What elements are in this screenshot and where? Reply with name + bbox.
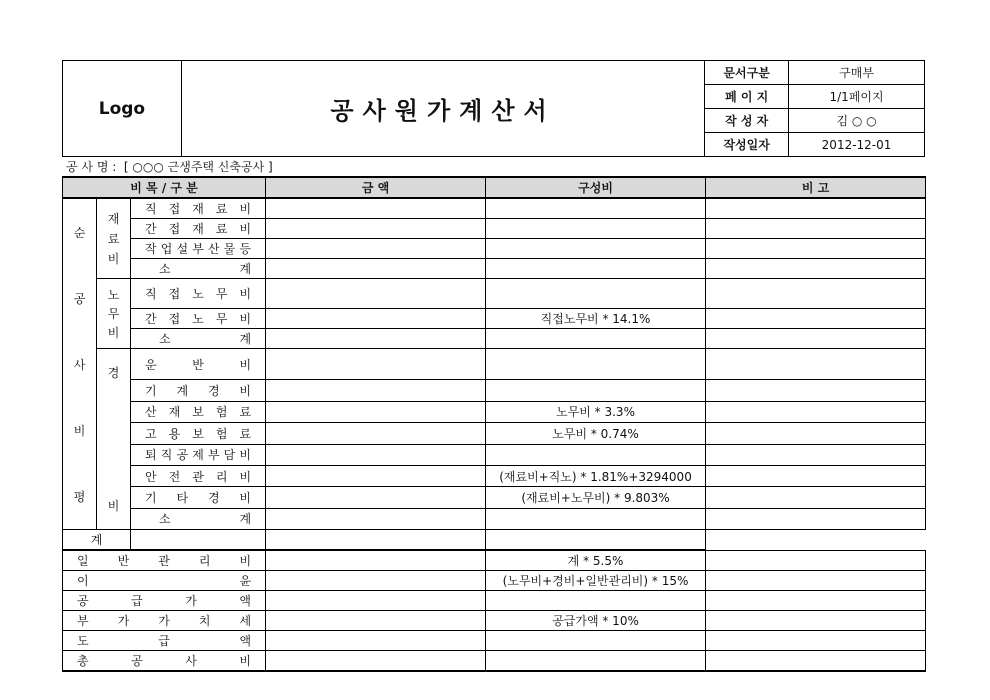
group-labor-char-2: 무 bbox=[107, 306, 120, 321]
item-char: 리 bbox=[215, 469, 228, 484]
table-row bbox=[63, 423, 926, 444]
meta-label-doctype: 문서구분 bbox=[705, 61, 789, 85]
item-label bbox=[145, 285, 251, 302]
item-char: 직 bbox=[145, 287, 157, 301]
note-cell[interactable] bbox=[706, 444, 926, 465]
amount-cell[interactable] bbox=[266, 279, 486, 309]
item-char: 노 bbox=[192, 312, 204, 326]
item-indirect-labor bbox=[131, 309, 266, 329]
item-char: 가 bbox=[158, 614, 170, 628]
item-char: 비 bbox=[239, 222, 252, 236]
item-char: 보 bbox=[192, 405, 204, 420]
item-char: 기 bbox=[145, 490, 157, 505]
item-expense-subtotal bbox=[131, 508, 266, 529]
ratio-cell bbox=[486, 239, 706, 259]
item-char: 노 bbox=[192, 287, 204, 301]
item-char: 사 bbox=[185, 654, 197, 668]
col-header-category: 비 목 / 구 분 bbox=[63, 177, 266, 198]
table-row bbox=[63, 487, 926, 508]
meta-value-date: 2012-12-01 bbox=[789, 133, 925, 157]
item-char: 안 bbox=[145, 469, 157, 484]
group-expense-char-1: 경 bbox=[107, 366, 120, 380]
note-cell[interactable] bbox=[706, 571, 926, 591]
note-cell[interactable] bbox=[706, 651, 926, 672]
amount-cell[interactable] bbox=[266, 349, 486, 380]
table-row bbox=[63, 571, 926, 591]
item-char: 산 bbox=[207, 242, 220, 256]
item-severance-contribution bbox=[131, 444, 266, 465]
item-transport bbox=[131, 349, 266, 380]
logo bbox=[63, 61, 182, 157]
amount-cell[interactable] bbox=[266, 571, 486, 591]
item-label bbox=[145, 382, 251, 399]
ratio-cell bbox=[486, 279, 706, 309]
item-char: 급 bbox=[131, 594, 143, 608]
ratio-cell bbox=[486, 591, 706, 611]
item-char: 비 bbox=[239, 384, 251, 399]
table-row bbox=[63, 444, 926, 465]
item-char: 관 bbox=[192, 469, 204, 484]
note-cell[interactable] bbox=[706, 309, 926, 329]
table-row bbox=[63, 550, 926, 571]
group-expense-char-2: 비 bbox=[107, 499, 120, 513]
subtotal-char-b: 계 bbox=[239, 262, 252, 276]
table-row bbox=[63, 259, 926, 279]
amount-cell[interactable] bbox=[266, 423, 486, 444]
item-label bbox=[77, 652, 251, 669]
meta-label-author: 작 성 자 bbox=[705, 109, 789, 133]
note-cell[interactable] bbox=[706, 508, 926, 529]
item-industrial-insurance bbox=[131, 401, 266, 422]
item-char: 치 bbox=[198, 614, 211, 628]
amount-cell[interactable] bbox=[266, 401, 486, 422]
item-char: 부 bbox=[207, 448, 220, 463]
project-label: 공 사 명 bbox=[66, 160, 109, 174]
table-row bbox=[63, 380, 926, 401]
table-row bbox=[63, 631, 926, 651]
subtotal-char-b: 계 bbox=[239, 512, 252, 527]
item-char: 험 bbox=[215, 426, 228, 441]
item-char: 고 bbox=[145, 426, 157, 441]
item-label bbox=[145, 200, 251, 217]
table-row bbox=[63, 530, 926, 551]
item-char: 부 bbox=[77, 614, 89, 628]
item-char: 급 bbox=[158, 634, 170, 648]
item-char: 부 bbox=[192, 242, 204, 256]
note-cell[interactable] bbox=[706, 380, 926, 401]
item-label bbox=[145, 446, 251, 463]
group-material bbox=[97, 198, 131, 279]
item-label bbox=[145, 220, 251, 237]
ratio-cell bbox=[486, 444, 706, 465]
item-char: 비 bbox=[239, 448, 251, 463]
ratio-general-admin: 계 * 5.5% bbox=[486, 550, 706, 571]
col-header-ratio: 구성비 bbox=[486, 177, 706, 198]
ratio-cell bbox=[486, 329, 706, 349]
table-row bbox=[63, 651, 926, 672]
item-char: 전 bbox=[168, 469, 181, 484]
note-cell[interactable] bbox=[706, 219, 926, 239]
note-cell[interactable] bbox=[486, 530, 706, 551]
project-value: [ ○○○ 근생주택 신축공사 ] bbox=[123, 160, 273, 174]
ratio-cell bbox=[486, 380, 706, 401]
item-char: 용 bbox=[168, 426, 181, 441]
cost-table bbox=[62, 176, 926, 672]
item-char: 운 bbox=[145, 357, 157, 372]
table-row bbox=[63, 239, 926, 259]
subtotal-char-b: 계 bbox=[239, 332, 252, 346]
amount-cell[interactable] bbox=[266, 198, 486, 219]
item-label bbox=[145, 468, 251, 485]
group-net-char-4: 비 bbox=[73, 423, 86, 438]
ratio-vat: 공급가액 * 10% bbox=[486, 611, 706, 631]
item-char: 재 bbox=[192, 202, 204, 216]
item-char: 경 bbox=[207, 490, 220, 505]
item-char: 가 bbox=[185, 594, 197, 608]
group-net-char-5: 평 bbox=[73, 489, 86, 504]
group-net-char-3: 사 bbox=[73, 357, 86, 372]
item-other-expense bbox=[131, 487, 266, 508]
note-cell[interactable] bbox=[706, 423, 926, 444]
item-char: 접 bbox=[168, 287, 181, 301]
ratio-cell bbox=[486, 349, 706, 380]
meta-label-date: 작성일자 bbox=[705, 133, 789, 157]
note-cell[interactable] bbox=[706, 239, 926, 259]
ratio-cell bbox=[266, 530, 486, 551]
group-net-char-2: 공 bbox=[73, 291, 86, 306]
item-total-cost bbox=[63, 651, 266, 672]
item-char: 비 bbox=[239, 554, 252, 568]
group-labor bbox=[97, 279, 131, 349]
ratio-cell bbox=[486, 508, 706, 529]
item-char: 공 bbox=[176, 448, 189, 463]
group-expense bbox=[97, 349, 131, 530]
item-char: 총 bbox=[77, 654, 89, 668]
item-char: 재 bbox=[192, 222, 204, 236]
item-char: 물 bbox=[223, 242, 236, 256]
item-char: 액 bbox=[239, 634, 252, 648]
title-text: 공사원가계산서 bbox=[330, 97, 556, 125]
ratio-cell bbox=[486, 259, 706, 279]
amount-cell[interactable] bbox=[266, 465, 486, 486]
item-char: 계 bbox=[176, 384, 189, 399]
table-row bbox=[63, 508, 926, 529]
amount-cell[interactable] bbox=[266, 591, 486, 611]
note-cell[interactable] bbox=[706, 465, 926, 486]
item-scrap-deduction bbox=[131, 239, 266, 259]
amount-cell[interactable] bbox=[266, 444, 486, 465]
table-row bbox=[63, 309, 926, 329]
table-row bbox=[63, 349, 926, 380]
item-char: 액 bbox=[239, 594, 252, 608]
ratio-cell bbox=[486, 631, 706, 651]
item-char: 기 bbox=[145, 384, 157, 399]
group-labor-char-3: 비 bbox=[107, 325, 120, 340]
item-labor-subtotal bbox=[131, 329, 266, 349]
item-char: 관 bbox=[158, 554, 170, 568]
note-cell[interactable] bbox=[706, 487, 926, 508]
table-row bbox=[63, 465, 926, 486]
table-header-row bbox=[63, 177, 926, 198]
ratio-cell bbox=[486, 651, 706, 672]
item-char: 비 bbox=[239, 202, 252, 216]
ratio-industrial-insurance: 노무비 * 3.3% bbox=[486, 401, 706, 422]
item-label bbox=[145, 425, 251, 442]
amount-cell[interactable] bbox=[266, 631, 486, 651]
item-char: 리 bbox=[198, 554, 211, 568]
item-char: 반 bbox=[117, 554, 130, 568]
item-char: 간 bbox=[145, 312, 157, 326]
amount-cell[interactable] bbox=[266, 611, 486, 631]
note-cell[interactable] bbox=[706, 279, 926, 309]
item-machine bbox=[131, 380, 266, 401]
amount-cell[interactable] bbox=[266, 651, 486, 672]
item-label bbox=[77, 632, 251, 649]
item-direct-material bbox=[131, 198, 266, 219]
table-row bbox=[63, 611, 926, 631]
item-char: 료 bbox=[215, 222, 228, 236]
note-cell[interactable] bbox=[706, 349, 926, 380]
item-char: 공 bbox=[131, 654, 143, 668]
item-char: 퇴 bbox=[145, 448, 157, 463]
document-header bbox=[62, 60, 925, 157]
item-label bbox=[145, 403, 251, 420]
item-char: 공 bbox=[77, 594, 89, 608]
ratio-employment-insurance: 노무비 * 0.74% bbox=[486, 423, 706, 444]
note-cell[interactable] bbox=[706, 198, 926, 219]
note-cell[interactable] bbox=[706, 631, 926, 651]
profit-char-a: 이 bbox=[77, 574, 89, 588]
item-char: 등 bbox=[239, 242, 251, 256]
ratio-profit: (노무비+경비+일반관리비) * 15% bbox=[486, 571, 706, 591]
item-char: 경 bbox=[207, 384, 220, 399]
item-char: 비 bbox=[239, 287, 252, 301]
item-supply-value bbox=[63, 591, 266, 611]
item-general-admin bbox=[63, 550, 266, 571]
item-char: 간 bbox=[145, 222, 157, 236]
table-row bbox=[63, 219, 926, 239]
note-cell[interactable] bbox=[706, 401, 926, 422]
item-char: 도 bbox=[77, 634, 89, 648]
amount-cell[interactable] bbox=[266, 487, 486, 508]
item-direct-labor bbox=[131, 279, 266, 309]
item-profit bbox=[63, 571, 266, 591]
meta-value-page: 1/1페이지 bbox=[789, 85, 925, 109]
subtotal-char-a: 소 bbox=[159, 332, 171, 346]
amount-cell[interactable] bbox=[266, 550, 486, 571]
group-labor-char-1: 노 bbox=[107, 288, 120, 303]
item-char: 직 bbox=[160, 448, 173, 463]
item-safety-management bbox=[131, 465, 266, 486]
item-label bbox=[145, 356, 251, 373]
item-char: 재 bbox=[168, 405, 181, 420]
meta-value-doctype: 구매부 bbox=[789, 61, 925, 85]
item-label bbox=[77, 612, 251, 629]
ratio-indirect-labor: 직접노무비 * 14.1% bbox=[486, 309, 706, 329]
col-header-note: 비 고 bbox=[706, 177, 926, 198]
ratio-cell bbox=[486, 219, 706, 239]
item-char: 작 bbox=[145, 242, 157, 256]
item-char: 료 bbox=[239, 405, 252, 420]
project-name-line: 공 사 명 : [ ○○○ 근생주택 신축공사 ] bbox=[66, 160, 273, 174]
col-header-amount: 금 액 bbox=[266, 177, 486, 198]
amount-cell[interactable] bbox=[266, 508, 486, 529]
note-cell[interactable] bbox=[706, 259, 926, 279]
item-label bbox=[145, 489, 251, 506]
item-material-subtotal bbox=[131, 259, 266, 279]
item-char: 가 bbox=[117, 614, 130, 628]
item-char: 산 bbox=[145, 405, 157, 420]
table-row bbox=[63, 279, 926, 309]
item-char: 험 bbox=[215, 405, 228, 420]
item-net-total: 계 bbox=[63, 530, 131, 551]
item-char: 담 bbox=[223, 448, 236, 463]
subtotal-char-a: 소 bbox=[159, 262, 171, 276]
item-char: 무 bbox=[215, 312, 228, 326]
item-char: 접 bbox=[168, 312, 181, 326]
table-row bbox=[63, 329, 926, 349]
ratio-other-expense: (재료비+노무비) * 9.803% bbox=[486, 487, 706, 508]
document-title bbox=[181, 61, 704, 157]
item-char: 업 bbox=[160, 242, 173, 256]
note-cell[interactable] bbox=[706, 329, 926, 349]
item-char: 일 bbox=[77, 554, 89, 568]
ratio-safety-management: (재료비+직노) * 1.81%+3294000 bbox=[486, 465, 706, 486]
item-char: 보 bbox=[192, 426, 204, 441]
item-char: 료 bbox=[239, 426, 252, 441]
item-label bbox=[145, 310, 251, 327]
amount-cell[interactable] bbox=[266, 309, 486, 329]
item-label bbox=[77, 552, 251, 569]
item-char: 비 bbox=[239, 469, 252, 484]
amount-cell[interactable] bbox=[266, 239, 486, 259]
item-contract-amount bbox=[63, 631, 266, 651]
item-char: 직 bbox=[145, 202, 157, 216]
item-char: 비 bbox=[239, 490, 251, 505]
item-char: 접 bbox=[168, 222, 181, 236]
amount-cell[interactable] bbox=[266, 219, 486, 239]
group-net-char-1: 순 bbox=[73, 225, 86, 240]
item-char: 비 bbox=[239, 312, 252, 326]
group-material-char-2: 료 bbox=[107, 232, 120, 246]
item-employment-insurance bbox=[131, 423, 266, 444]
item-char: 접 bbox=[168, 202, 181, 216]
table-row bbox=[63, 401, 926, 422]
item-char: 비 bbox=[239, 357, 252, 372]
subtotal-char-a: 소 bbox=[159, 512, 171, 527]
ratio-cell bbox=[486, 198, 706, 219]
meta-label-page: 페 이 지 bbox=[705, 85, 789, 109]
item-char: 비 bbox=[239, 654, 252, 668]
item-char: 반 bbox=[192, 357, 204, 372]
group-material-char-1: 재 bbox=[107, 212, 120, 226]
meta-value-author: 김 ○ ○ bbox=[789, 109, 925, 133]
item-char: 타 bbox=[176, 490, 189, 505]
item-char: 세 bbox=[239, 614, 252, 628]
profit-char-b: 윤 bbox=[239, 574, 252, 588]
note-cell[interactable] bbox=[706, 550, 926, 571]
item-char: 료 bbox=[215, 202, 228, 216]
table-row bbox=[63, 591, 926, 611]
amount-cell[interactable] bbox=[266, 380, 486, 401]
logo-text: Logo bbox=[98, 98, 146, 119]
note-cell[interactable] bbox=[706, 611, 926, 631]
item-indirect-material bbox=[131, 219, 266, 239]
item-char: 제 bbox=[192, 448, 204, 463]
amount-cell[interactable] bbox=[266, 259, 486, 279]
note-cell[interactable] bbox=[706, 591, 926, 611]
amount-cell[interactable] bbox=[266, 329, 486, 349]
amount-cell[interactable] bbox=[131, 530, 266, 551]
item-vat bbox=[63, 611, 266, 631]
item-label bbox=[145, 240, 251, 257]
table-row bbox=[63, 198, 926, 219]
item-char: 무 bbox=[215, 287, 228, 301]
item-label bbox=[77, 592, 251, 609]
item-char: 설 bbox=[176, 242, 189, 256]
group-net-cost bbox=[63, 198, 97, 530]
group-material-char-3: 비 bbox=[107, 252, 120, 266]
